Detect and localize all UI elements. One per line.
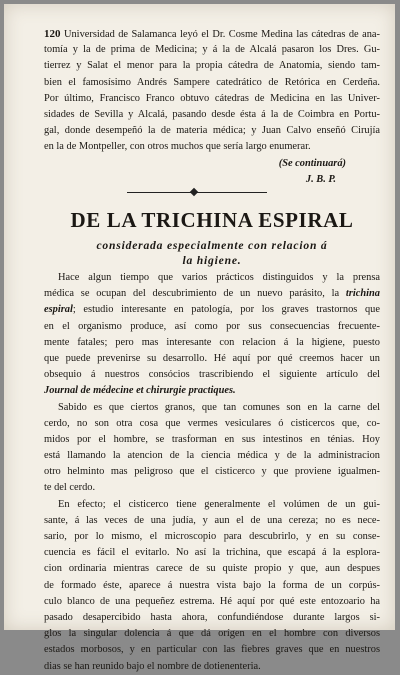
text-line: gal, donde desempeñó la de materia médica; y Juan Calvo enseñó Cirujía — [44, 125, 380, 137]
text-line: En efecto; el cisticerco tiene generalmente el volúmen de un gui- — [58, 498, 380, 510]
text-line: Sabido es que ciertos granos, que tan comunes son en la carne del — [58, 401, 380, 413]
text-line: Hace algun tiempo que varios prácticos distinguidos y la prensa — [58, 272, 380, 283]
text-line: pasado desapercibido hasta ahora, confundiéndose durante largos si- — [44, 611, 380, 623]
document-page — [4, 4, 395, 672]
continued-section — [44, 26, 380, 188]
text-line: dias se han reunido bajo el nombre de dotienenteria. — [44, 660, 261, 672]
article-body — [44, 270, 380, 675]
text-line: midos por el hombre, se trasforman en sus intestinos en ténias. Hoy — [44, 433, 380, 445]
page-number: 120 — [44, 28, 61, 40]
text-line: cion ordinaria mientras carece de su quiste propio y que, aun despues — [44, 563, 380, 575]
text-line: 120 Universidad de Salamanca leyó el Dr. Cosme Medina las cátedras de ana- — [44, 28, 380, 40]
article-subtitle: considerada especialmente con relacion á la higiene. — [96, 239, 328, 267]
text-line: en el organismo produce, así como por sus consecuencias frecuente- — [44, 320, 380, 332]
text-line: en la de Montpeller, con otros muchos que sería largo enumerar. — [44, 141, 311, 153]
text-line: estados morbosos, y en particular con las fiebres graves que en nuestros — [44, 644, 380, 656]
author-signature: J. B. P. — [305, 173, 336, 185]
text-line: culo blanco de una pequeñez estrema. Hé aquí por qué este entozoario ha — [44, 595, 380, 607]
text-line: mente fatales; pero mas interesante con relacion á la higiene, puesto — [44, 336, 380, 348]
text-line: tierrez y Salat el menor para la propia cátedra de Anatomia, siendo tam- — [44, 60, 380, 72]
text-line: te del cerdo. — [44, 482, 96, 494]
text-line: Por último, Francisco Franco obtuvo cátedras de Medicina en las Univer- — [44, 92, 380, 104]
text-line: tomía y la de prima de Medicina; y á la de Alcalá pasaron los Dres. Gu- — [44, 44, 380, 56]
text-line: sario, por lo mismo, el microscopio para descubrirlo, y en su conse- — [44, 531, 380, 542]
text-line: bien el famosísimo Andrés Sampere catedrático de Retórica en Cerdeña. — [44, 76, 380, 88]
text-line: obsequio á nuestros consócios trascribiendo el siguiente artículo del — [44, 369, 380, 381]
text-line: cuencia es fácil el evitarlo. No así la trichina, que escapá á la esplora- — [44, 547, 380, 559]
text-line: cerdo, no son otra cosa que vermes vesiculares ó cisticercos que, co- — [44, 417, 380, 429]
text-line: de formado éste, aparece á nuestra vista bajo la forma de un corpús- — [44, 579, 380, 591]
text-line: sidades de Sevilla y Alcalá, pasando desde ésta á la de Coimbra en Portu- — [44, 108, 380, 120]
text-line: médica se ocupan del descubrimiento de un nuevo parásito, la trichina — [44, 288, 380, 300]
text-line: espiral; estudio interesante en patología, por los graves trastornos que — [44, 304, 380, 316]
article-title: DE LA TRICHINA ESPIRAL — [70, 208, 354, 232]
text-line: sante, á las veces de una judía, y aun el de una cereza; no es nece- — [44, 514, 380, 526]
text-line: está llamando la atencion de la ciencia médica y de la administracion — [44, 450, 380, 462]
text-line: otro helminto mas peligroso que el cisticerco y que proviene igualmen- — [44, 466, 380, 478]
section-divider — [127, 192, 267, 193]
text-line: que puede prevenirse su desarrollo. Hé aquí por qué creemos hacer un — [44, 352, 380, 364]
journal-reference: Journal de médecine et chirurgie practiques. — [44, 385, 236, 397]
text-line: glos la singular dolencia á que dá orígen en el hombre con diversos — [44, 628, 380, 640]
continuation-note: (Se continuará) — [278, 157, 346, 169]
